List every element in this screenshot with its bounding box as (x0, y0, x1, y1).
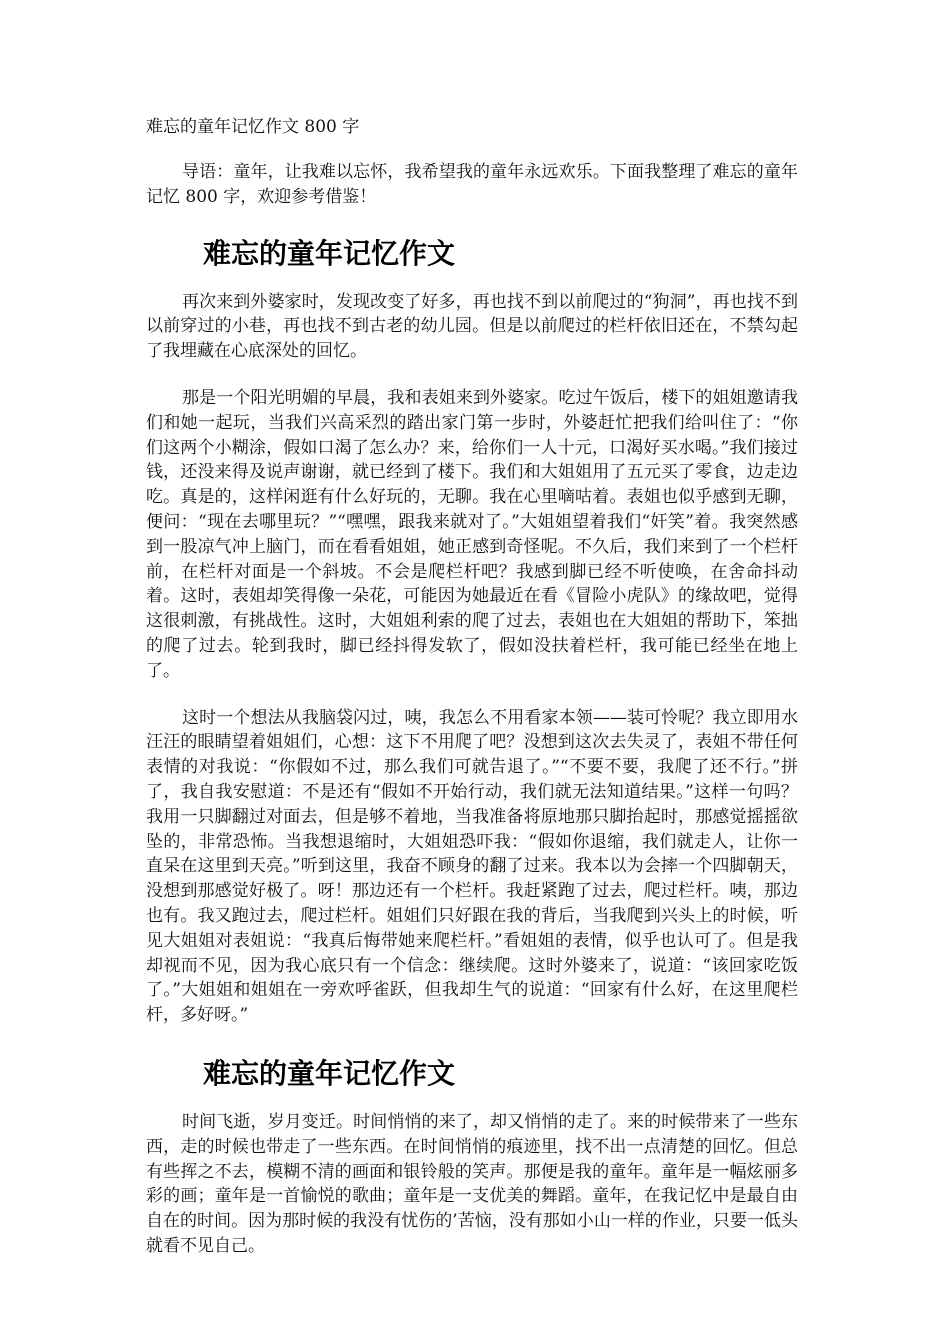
section-heading-1: 难忘的童年记忆作文 (203, 236, 456, 270)
document-page (146, 114, 798, 1259)
section-heading-2: 难忘的童年记忆作文 (203, 1056, 456, 1090)
document-title: 难忘的童年记忆作文 800 字 (146, 117, 360, 137)
intro-paragraph: 导语：童年，让我难以忘怀，我希望我的童年永远欢乐。下面我整理了难忘的童年记忆 800 字，欢迎参考借鉴！ (146, 162, 798, 207)
section-1-paragraph-3: 这时一个想法从我脑袋闪过，咦，我怎么不用看家本领——装可怜呢？我立即用水汪汪的眼睛望着姐姐们，心想：这下不用爬了吧？没想到这次去失灵了，表姐不带任何表情的对我说：“你假如不过，那么我们可就告退了。”“不要不要，我爬了还不行。”拼了，我自我安慰道：不是还有“假如不开始行动，我们就无法知道结果。”这样一句吗？我用一只脚翻过对面去，但是够不着地，当我准备将原地那只脚抬起时，那感觉摇摇欲坠的，非常恐怖。当我想退缩时，大姐姐恐吓我：“假如你退缩，我们就走人，让你一直呆在这里到天亮。”听到这里，我奋不顾身的翻了过来。我本以为会摔一个四脚朝天，没想到那感觉好极了。呀！那边还有一个栏杆。我赶紧跑了过去，爬过栏杆。咦，那边也有。我又跑过去，爬过栏杆。姐姐们只好跟在我的背后，当我爬到兴头上的时候，听见大姐姐对表姐说：“我真后悔带她来爬栏杆。”看姐姐的表情，似乎也认可了。但是我却视而不见，因为我心底只有一个信念：继续爬。这时外婆来了，说道：“该回家吃饭了。”大姐姐和姐姐在一旁欢呼雀跃，但我却生气的说道：“回家有什么好，在这里爬栏杆，多好呀。” (146, 707, 798, 1026)
section-1-paragraph-2: 那是一个阳光明媚的早晨，我和表姐来到外婆家。吃过午饭后，楼下的姐姐邀请我们和她一起玩，当我们兴高采烈的踏出家门第一步时，外婆赶忙把我们给叫住了：“你们这两个小糊涂，假如口渴了怎么办？来，给你们一人十元，口渴好买水喝。”我们接过钱，还没来得及说声谢谢，就已经到了楼下。我们和大姐姐用了五元买了零食，边走边吃。真是的，这样闲逛有什么好玩的，无聊。我在心里嘀咕着。表姐也似乎感到无聊，便问：“现在去哪里玩？”“嘿嘿，跟我来就对了。”大姐姐望着我们“奸笑”着。我突然感到一股凉气冲上脑门，而在看看姐姐，她正感到奇怪呢。不久后，我们来到了一个栏杆前，在栏杆对面是一个斜坡。不会是爬栏杆吧？我感到脚已经不听使唤，在舍命抖动着。这时，表姐却笑得像一朵花，可能因为她最近在看《冒险小虎队》的缘故吧，觉得这很刺激，有挑战性。这时，大姐姐利索的爬了过去，表姐也在大姐姐的帮助下，笨拙的爬了过去。轮到我时，脚已经抖得发软了，假如没扶着栏杆，我可能已经坐在地上了。 (146, 387, 798, 681)
section-2-paragraph-1: 时间飞逝，岁月变迁。时间悄悄的来了，却又悄悄的走了。来的时候带来了一些东西，走的时候也带走了一些东西。在时间悄悄的痕迹里，找不出一点清楚的回忆。但总有些挥之不去，模糊不清的画面和银铃般的笑声。那便是我的童年。童年是一幅炫丽多彩的画；童年是一首愉悦的歌曲；童年是一支优美的舞蹈。童年，在我记忆中是最自由自在的时间。因为那时候的我没有忧伤的’苦恼，没有那如小山一样的作业，只要一低头就看不见自己。 (146, 1111, 798, 1256)
section-1-paragraph-1: 再次来到外婆家时，发现改变了好多，再也找不到以前爬过的“狗洞”，再也找不到以前穿过的小巷，再也找不到古老的幼儿园。但是以前爬过的栏杆依旧还在，不禁勾起了我埋藏在心底深处的回忆。 (146, 291, 798, 362)
